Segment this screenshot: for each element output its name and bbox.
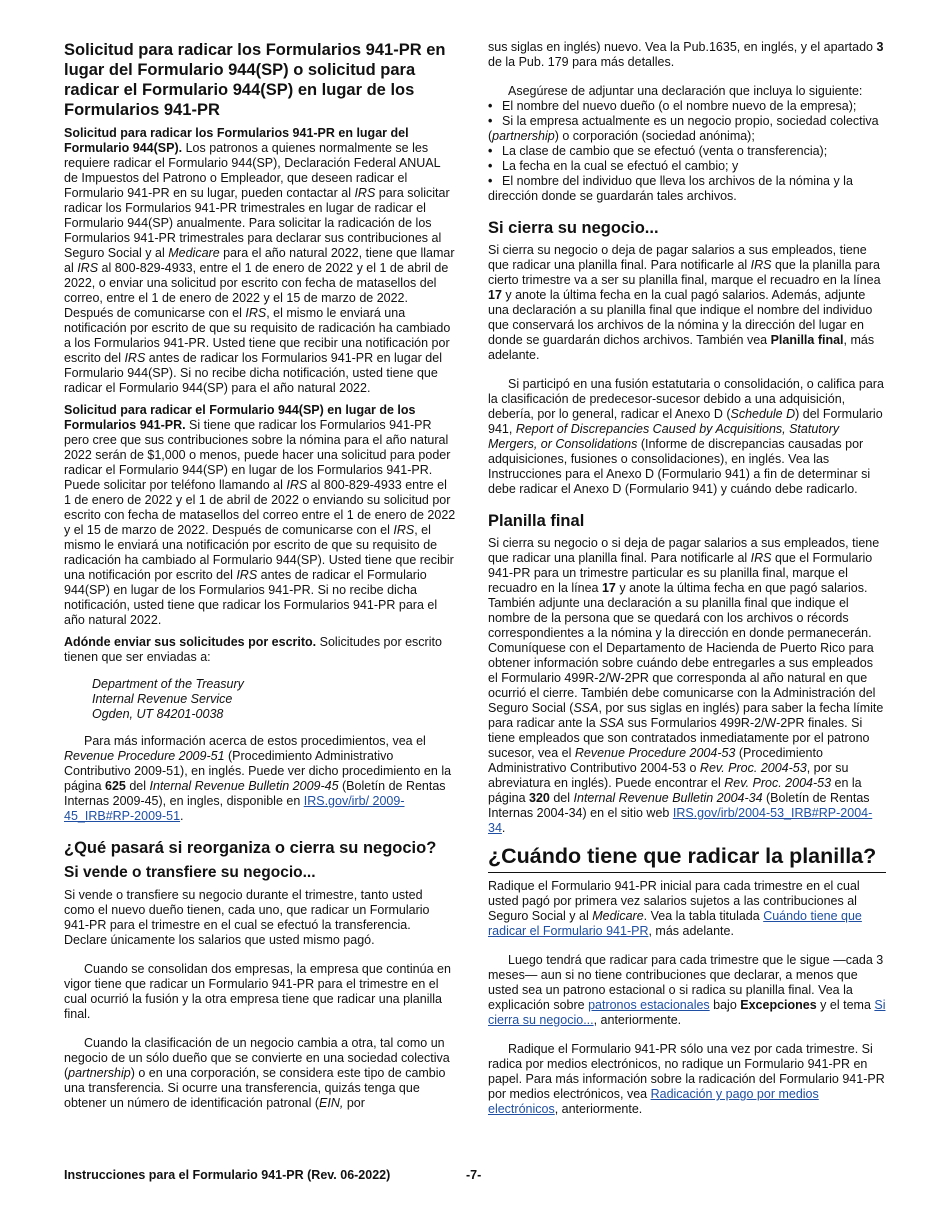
paragraph-planilla-final: Si cierra su negocio o si deja de pagar salarios a sus empleados, tiene que radicar una planilla final. Para notificarle al IRS que el Formulario 941-PR para un trimestre particular es su planilla final, marque el recuadro en la línea 17 y anote la última fecha en que pagó salarios. También adjunte una declaración a su planilla final que indique el nombre de la persona que se quedará con los archivos o récords correspondientes a la nómina y la dirección en donde permanecerán. Comuníquese con el Departamento de Hacienda de Puerto Rico para obtener información sobre cuándo debe entregarles a sus empleados el Formulario 499R-2/W-2PR que corresponda al año natural en que ocurrió el cierre. También debe comunicarse con la Administración del Seguro Social (SSA, por sus siglas en inglés) para saber la fecha límite para radicar ante la SSA sus Formularios 499R-2/W-2PR finales. Si tiene empleados que son contratados inmediatamente por el patrono sucesor, vea el Revenue Procedure 2004-53 (Procedimiento Administrativo Contributivo 2004-53 o Rev. Proc. 2004-53, por su abreviatura en inglés). Puede encontrar el Rev. Proc. 2004-53 en la página 320 del Internal Revenue Bulletin 2004-34 (Boletín de Rentas Internas 2004-34) en el sitio web IRS.gov/irb/2004-53_IRB#RP-2004-34. (488, 536, 884, 835)
list-item: • El nombre del nuevo dueño (o el nombre nuevo de la empresa); (488, 99, 857, 113)
link-radicacion-electronica[interactable]: Radicación y pago por medios electrónicos (488, 1087, 819, 1116)
bullet-icon: • (488, 144, 493, 158)
link-irb-2004-53[interactable]: IRS.gov/irb/2004-53_IRB#RP-2004-34 (488, 806, 873, 835)
paragraph-solicitud-944sp: Solicitud para radicar el Formulario 944(SP) en lugar de los Formularios 941-PR. Si tiene que radicar los Formularios 941-PR pero cree que sus contribuciones sobre la nómina para el año natural 2022 serán de $1,000 o menos, puede hacer una solicitud para poder radicar el Formulario 944(SP) en lugar de los Formularios 941-PR. Puede solicitar por teléfono llamando al IRS al 800-829-4933 entre el 1 de enero de 2022 y el 1 de abril de 2022 o enviando su solicitud por escrito con fecha de matasellos del correo entre el 1 de enero de 2022 y el 15 de marzo de 2022. Después de comunicarse con el IRS, el mismo le enviará una notificación por escrito de que su requisito de radicación ha cambiado al Formulario 944(SP). Usted tiene que recibir una notificación por escrito del IRS antes de radicar el Formulario 944(SP) en lugar de los Formularios 941-PR. Si no recibe dicha notificación, usted tiene que radicar los Formularios 941-PR para el año natural 2022. (64, 403, 456, 627)
list-item: • La clase de cambio que se efectuó (venta o transferencia); (488, 144, 828, 158)
paragraph-luego: Luego tendrá que radicar para cada trimestre que le sigue —cada 3 meses— aun si no tiene contribuciones que declarar, a menos que usted sea un patrono estacional o si radica su planilla final. Vea la explicación sobre patronos estacionales bajo Excepciones y el tema Si cierra su negocio..., anteriormente. (488, 953, 886, 1027)
subheading-vende: Si vende o transfiere su negocio... (64, 864, 316, 881)
paragraph-adonde-enviar: Adónde enviar sus solicitudes por escrito. Solicitudes por escrito tienen que ser enviadas a: (64, 635, 442, 664)
list-item: • La fecha en la cual se efectuó el cambio; y (488, 159, 739, 173)
page-number: -7- (466, 1168, 482, 1182)
link-irb-2009-45[interactable]: IRS.gov/irb/ 2009-45_IRB#RP-2009-51 (64, 794, 405, 823)
paragraph-vende-transfiere: Si vende o transfiere su negocio durante el trimestre, tanto usted como el nuevo dueño tienen, cada uno, que radicar un Formulario 941-PR para el trimestre en el cual se efectuó la transferencia. Declare únicamente los salarios que usted mismo pagó. (64, 888, 430, 947)
address-line: Internal Revenue Service (92, 692, 233, 706)
paragraph-mas-informacion: Para más información acerca de estos procedimientos, vea el Revenue Procedure 2009-51 (Procedimiento Administrativo Contributivo 2009-51), en inglés. Puede ver dicho procedimiento en la página 625 del Internal Revenue Bulletin 2009-45 (Boletín de Rentas Internas 2009-45), en ingles, disponible en IRS.gov/irb/ 2009-45_IRB#RP-2009-51. (64, 734, 452, 823)
bullet-list-declaracion (488, 99, 886, 204)
footer-form-title: Instrucciones para el Formulario 941-PR (Rev. 06-2022) (64, 1168, 391, 1182)
link-cuando-radicar[interactable]: Cuándo tiene que radicar el Formulario 941-PR (488, 909, 862, 938)
link-patronos-estacionales[interactable]: patronos estacionales (588, 998, 710, 1012)
paragraph-cierra: Si cierra su negocio o deja de pagar salarios a sus empleados, tiene que radicar una planilla final. Para notificarle al IRS que la planilla para cierto trimestre va a ser su planilla final, marque el recuadro en la línea 17 y anote la última fecha en la cual pagó salarios. Además, adjunte una declaración a su planilla final que indique el nombre del individuo que conservará los archivos de la nómina y la dirección del lugar en donde se guardarán dichos archivos. También vea Planilla final, más adelante. (488, 243, 881, 362)
paragraph-asegurese: Asegúrese de adjuntar una declaración que incluya lo siguiente: (508, 84, 863, 98)
bullet-icon: • (488, 99, 493, 113)
subheading-planilla-final: Planilla final (488, 512, 585, 530)
bullet-icon: • (488, 159, 493, 173)
address-line: Ogden, UT 84201-0038 (92, 707, 224, 721)
paragraph-clasificacion: Cuando la clasificación de un negocio cambia a otra, tal como un negocio de un sólo dueño que se convierte en una sociedad colectiva (partnership) o en una corporación, se considera este tipo de cambio una transferencia. Si ocurre una transferencia, quizás tenga que obtener un número de identificación patronal (EIN, por (64, 1036, 450, 1110)
bullet-icon: • (488, 114, 493, 128)
left-column (64, 40, 456, 1118)
list-item: • El nombre del individuo que lleva los archivos de la nómina y la dirección donde se guardarán tales archivos. (488, 174, 853, 203)
bullet-icon: • (488, 174, 493, 188)
paragraph-fusion: Si participó en una fusión estatutaria o consolidación, o califica para la clasificación de predecesor-sucesor debido a una adquisición, debería, por lo general, radicar el Anexo D (Schedule D) del Formulario 941, Report of Discrepancies Caused by Acquisitions, Statutory Mergers, or Consolidations (Informe de discrepancias causadas por adquisiciones, fusiones o consolidaciones), en inglés. Vea las Instrucciones para el Anexo D (Formulario 941) a fin de determinar si debe radicar el Anexo D (Formulario 941) y cuándo debe radicarlo. (488, 377, 884, 496)
section-heading-reorganiza: ¿Qué pasará si reorganiza o cierra su negocio? (64, 839, 437, 857)
subheading-cierra: Si cierra su negocio... (488, 219, 659, 237)
paragraph-una-vez: Radique el Formulario 941-PR sólo una vez por cada trimestre. Si radica por medios electrónicos, no radique un Formulario 941-PR en papel. Para más información sobre la radicación del Formulario 941-PR por medios electrónicos, vea Radicación y pago por medios electrónicos, anteriormente. (488, 1042, 885, 1116)
mailing-address (92, 677, 456, 722)
right-column (488, 40, 886, 1124)
paragraph-consolidan: Cuando se consolidan dos empresas, la empresa que continúa en vigor tiene que radicar un Formulario 941-PR para el trimestre en el cual ocurrió la fusión y la otra empresa tiene que radicar una planilla final. (64, 962, 451, 1021)
address-line: Department of the Treasury (92, 677, 244, 691)
section-heading-cuando: ¿Cuándo tiene que radicar la planilla? (488, 843, 886, 873)
list-item: • Si la empresa actualmente es un negocio propio, sociedad colectiva (partnership) o corporación (sociedad anónima); (488, 114, 879, 143)
paragraph-radique-inicial: Radique el Formulario 941-PR inicial para cada trimestre en el cual usted pagó por primera vez salarios sujetos a las contribuciones al Seguro Social y al Medicare. Vea la tabla titulada Cuándo tiene que radicar el Formulario 941-PR, más adelante. (488, 879, 862, 938)
paragraph-continuation: sus siglas en inglés) nuevo. Vea la Pub.1635, en inglés, y el apartado 3 de la Pub. 179 para más detalles. (488, 40, 884, 69)
section-heading-solicitud: Solicitud para radicar los Formularios 941-PR en lugar del Formulario 944(SP) o solicitud para radicar el Formulario 944(SP) en lugar de los Formularios 941-PR (64, 41, 446, 119)
paragraph-solicitud-941pr: Solicitud para radicar los Formularios 941-PR en lugar del Formulario 944(SP). Los patronos a quienes normalmente se les requiere radicar el Formulario 944(SP), Declaración Federal ANUAL de Impuestos del Patrono o Empleador, que deseen radicar el Formulario 941-PR en su lugar, pueden contactar al IRS para solicitar radicar los Formularios 941-PR trimestrales en lugar de radicar el Formulario 944(SP) anualmente. Para solicitar la radicación de los Formularios 941-PR trimestrales para declarar sus contribuciones al Seguro Social y al Medicare para el año natural 2022, tiene que llamar al IRS al 800-829-4933, entre el 1 de enero de 2022 y el 1 de abril de 2022, o enviar una solicitud por escrito con fecha de matasellos del correo, entre el 1 de enero de 2022 y el 15 de marzo de 2022. Después de comunicarse con el IRS, el mismo le enviará una notificación por escrito de que su requisito de radicación ha cambiado a los Formularios 941-PR. Usted tiene que recibir una notificación por escrito del IRS antes de radicar los Formularios 941-PR en lugar del Formulario 944(SP). Si no recibe dicha notificación, usted tiene que radicar el Formulario 944(SP) para el año natural 2022. (64, 126, 455, 395)
link-si-cierra[interactable]: Si cierra su negocio... (488, 998, 886, 1027)
